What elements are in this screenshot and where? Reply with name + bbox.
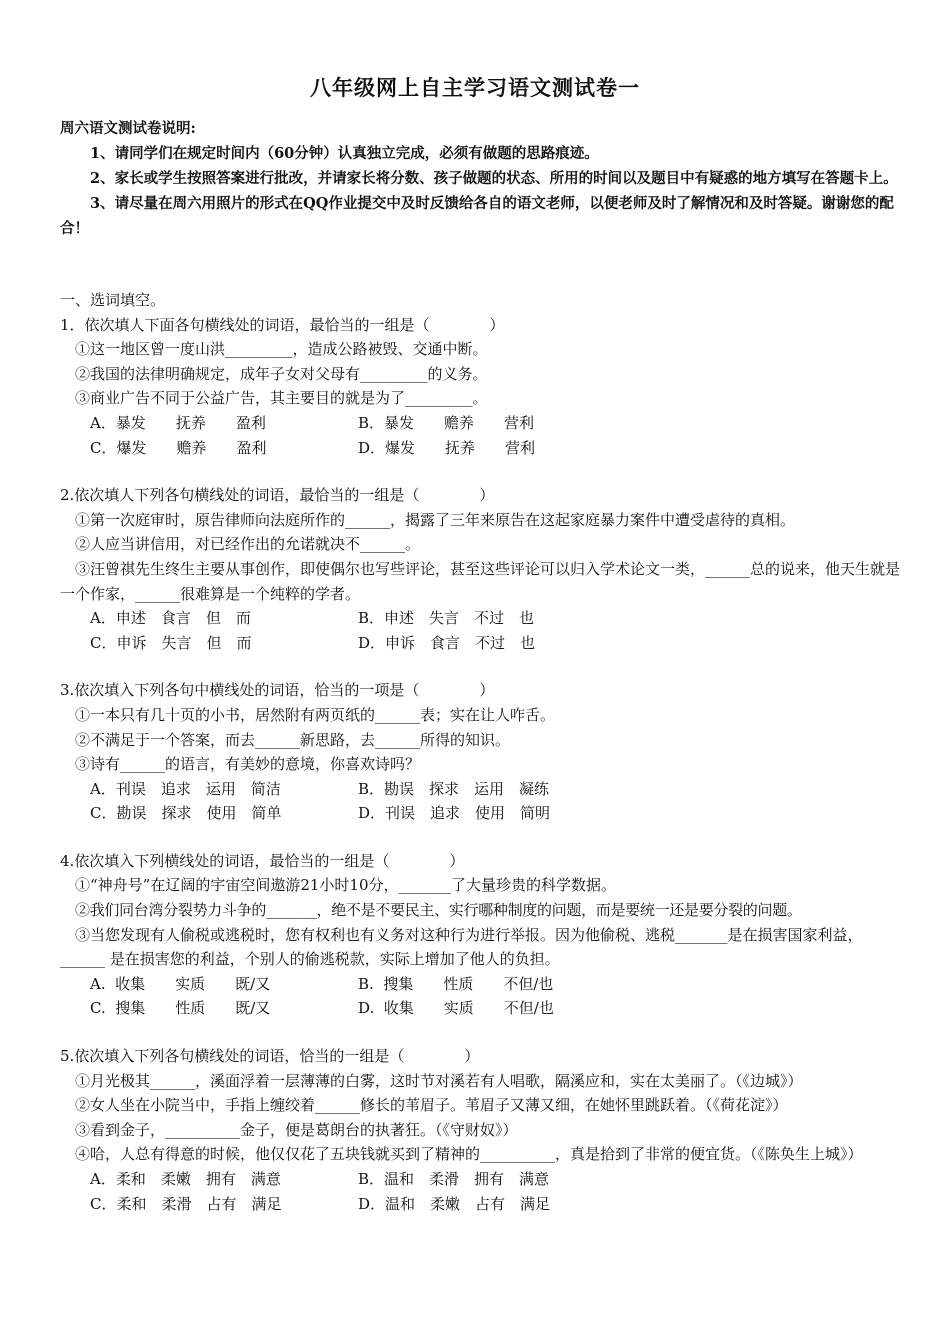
question-5 bbox=[60, 1044, 906, 1216]
question-sentence: ①月光极其______，溪面浮着一层薄薄的白雾，这时节对溪若有人唱歌，隔溪应和，实在太美丽了。（《边城》） bbox=[75, 1071, 803, 1090]
question-stem: 4.依次填入下列横线处的词语，最恰当的一组是（ ） bbox=[60, 851, 465, 870]
option-b: B．申述 失言 不过 也 bbox=[358, 609, 535, 628]
question-sentence: ③商业广告不同于公益广告，其主要目的就是为了_________。 bbox=[75, 389, 488, 408]
answer-options bbox=[60, 606, 906, 655]
option-d: D．爆发 抚养 营利 bbox=[358, 438, 536, 457]
answer-options bbox=[60, 777, 906, 826]
question-4 bbox=[60, 849, 906, 1021]
option-d: D．温和 柔嫩 占有 满足 bbox=[358, 1194, 551, 1213]
question-sentence: ①这一地区曾一度山洪_________，造成公路被毁、交通中断。 bbox=[75, 340, 488, 359]
question-stem: 2.依次填人下列各句横线处的词语，最恰当的一组是（ ） bbox=[60, 486, 495, 505]
option-c: C．爆发 赡养 盈利 bbox=[90, 438, 267, 457]
instruction-item: 2、家长或学生按照答案进行批改，并请家长将分数、孩子做题的状态、所用的时间以及题目中有疑惑的地方填写在答题卡上。 bbox=[90, 170, 898, 187]
question-sentence: ②女人坐在小院当中，手指上缠绞着______修长的苇眉子。苇眉子又薄又细，在她怀里跳跃着。（《荷花淀》） bbox=[75, 1096, 788, 1115]
option-b: B．温和 柔滑 拥有 满意 bbox=[358, 1170, 550, 1188]
instructions-heading: 周六语文测试卷说明: bbox=[60, 120, 196, 137]
instructions bbox=[60, 116, 898, 241]
option-a: A．暴发 抚养 盈利 bbox=[90, 413, 266, 432]
option-b: B．勘误 探求 运用 凝练 bbox=[358, 779, 550, 798]
option-c: C．柔和 柔滑 占有 满足 bbox=[90, 1194, 282, 1213]
answer-options bbox=[60, 411, 906, 460]
question-sentence: ②我们同台湾分裂势力斗争的_______，绝不是不要民主、实行哪种制度的问题，而是要统一还是要分裂的问题。 bbox=[75, 901, 802, 920]
option-c: C．勘误 探求 使用 简单 bbox=[90, 804, 282, 823]
answer-options bbox=[60, 972, 906, 1021]
option-a: A．申述 食言 但 而 bbox=[90, 609, 251, 628]
question-sentence: ④哈，人总有得意的时候，他仅仅花了五块钱就买到了精神的__________，真是拾到了非常的便宜货。（《陈奂生上城》） bbox=[75, 1145, 863, 1164]
option-b: B．暴发 赡养 营利 bbox=[358, 413, 535, 432]
question-sentence: ③当您发现有人偷税或逃税时，您有权利也有义务对这种行为进行举报。因为他偷税、逃税_______是在损害国家利益，______ 是在损害您的利益，个别人的偷逃税款，实际上增加了他人的负担。 bbox=[60, 925, 863, 969]
question-1 bbox=[60, 313, 906, 461]
question-3 bbox=[60, 678, 906, 826]
question-sentence: ③诗有______的语言，有美妙的意境，你喜欢诗吗？ bbox=[75, 755, 421, 774]
question-sentence: ①第一次庭审时，原告律师向法庭所作的______，揭露了三年来原告在这起家庭暴力案件中遭受虐待的真相。 bbox=[75, 510, 796, 529]
question-sentence: ②人应当讲信用，对已经作出的允诺就决不______。 bbox=[75, 535, 421, 554]
answer-options bbox=[60, 1167, 906, 1216]
option-a: A．柔和 柔嫩 拥有 满意 bbox=[90, 1170, 281, 1188]
section-title: 一、选词填空。 bbox=[60, 291, 166, 309]
question-sentence: ①“神舟号”在辽阔的宇宙空间遨游21小时10分，_______了大量珍贵的科学数据。 bbox=[75, 876, 617, 895]
question-2 bbox=[60, 483, 906, 655]
option-a: A．刊误 追求 运用 简洁 bbox=[90, 779, 281, 798]
option-b: B. 搜集 性质 不但/也 bbox=[358, 974, 554, 993]
questions-area bbox=[60, 288, 906, 1216]
option-c: C. 搜集 性质 既/又 bbox=[90, 999, 271, 1018]
question-stem: 5.依次填入下列各句横线处的词语，恰当的一组是（ ） bbox=[60, 1047, 480, 1066]
instruction-item: 3、请尽量在周六用照片的形式在QQ作业提交中及时反馈给各自的语文老师，以便老师及时了解情况和及时答疑。谢谢您的配合！ bbox=[60, 195, 894, 237]
question-sentence: ②不满足于一个答案，而去______新思路，去______所得的知识。 bbox=[75, 730, 511, 749]
question-stem: 1．依次填人下面各句横线处的词语，最恰当的一组是（ ） bbox=[60, 315, 505, 334]
option-d: D．刊误 追求 使用 简明 bbox=[358, 804, 551, 823]
question-stem: 3.依次填入下列各句中横线处的词语，恰当的一项是（ ） bbox=[60, 681, 495, 700]
question-sentence: ①一本只有几十页的小书，居然附有两页纸的______表；实在让人咋舌。 bbox=[75, 705, 556, 724]
page-title: 八年级网上自主学习语文测试卷一 bbox=[310, 75, 640, 100]
option-d: D. 收集 实质 不但/也 bbox=[358, 999, 554, 1018]
instruction-item: 1、请同学们在规定时间内（60分钟）认真独立完成，必须有做题的思路痕迹。 bbox=[90, 145, 599, 162]
option-c: C．申诉 失言 但 而 bbox=[90, 633, 252, 652]
option-a: A. 收集 实质 既/又 bbox=[90, 974, 271, 993]
question-sentence: ②我国的法律明确规定，成年子女对父母有_________的义务。 bbox=[75, 364, 488, 383]
question-sentence: ③看到金子，__________金子，便是葛朗台的执著狂。（《守财奴》） bbox=[75, 1120, 518, 1139]
option-d: D．申诉 食言 不过 也 bbox=[358, 633, 536, 652]
question-sentence: ③汪曾祺先生终生主要从事创作，即使偶尔也写些评论，甚至这些评论可以归入学术论文一类，______总的说来，他天生就是一个作家，______很难算是一个纯粹的学者。 bbox=[60, 559, 901, 603]
